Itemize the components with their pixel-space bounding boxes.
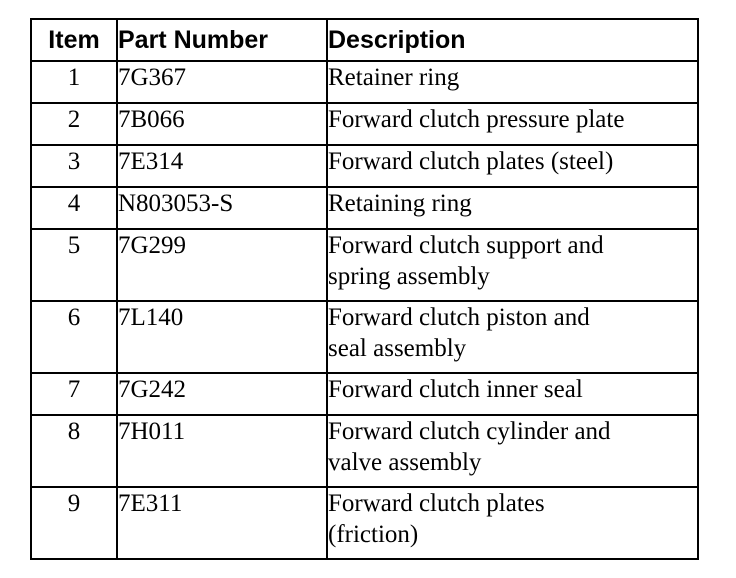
cell-description xyxy=(327,61,698,103)
description-line: Forward clutch piston and xyxy=(328,304,590,331)
cell-item: 2 xyxy=(31,103,117,145)
description-line: Forward clutch support and xyxy=(328,232,604,259)
cell-item: 4 xyxy=(31,187,117,229)
cell-part-number: 7H011 xyxy=(117,415,327,487)
table-row xyxy=(31,103,698,145)
header-part-number: Part Number xyxy=(117,19,327,61)
description-line: seal assembly xyxy=(328,335,467,362)
cell-part-number: 7B066 xyxy=(117,103,327,145)
cell-item: 9 xyxy=(31,487,117,559)
cell-description xyxy=(327,415,698,487)
cell-description xyxy=(327,145,698,187)
header-item: Item xyxy=(31,19,117,61)
cell-part-number: 7E311 xyxy=(117,487,327,559)
description-line: spring assembly xyxy=(328,263,490,290)
cell-item: 8 xyxy=(31,415,117,487)
table-row xyxy=(31,301,698,373)
description-line: valve assembly xyxy=(328,449,482,476)
cell-description xyxy=(327,103,698,145)
description-line: Forward clutch plates (steel) xyxy=(328,148,614,175)
table-row xyxy=(31,415,698,487)
cell-item: 6 xyxy=(31,301,117,373)
cell-part-number: 7G367 xyxy=(117,61,327,103)
cell-item: 5 xyxy=(31,229,117,301)
description-line: Forward clutch cylinder and xyxy=(328,418,611,445)
cell-description xyxy=(327,301,698,373)
header-description: Description xyxy=(327,19,698,61)
cell-description xyxy=(327,373,698,415)
description-line: Forward clutch pressure plate xyxy=(328,106,625,133)
table-row xyxy=(31,61,698,103)
description-line: Forward clutch inner seal xyxy=(328,376,583,403)
description-line: Retainer ring xyxy=(328,64,460,91)
cell-item: 3 xyxy=(31,145,117,187)
table-row xyxy=(31,487,698,559)
table-row xyxy=(31,373,698,415)
cell-part-number: 7E314 xyxy=(117,145,327,187)
cell-item: 1 xyxy=(31,61,117,103)
table-row xyxy=(31,229,698,301)
cell-description xyxy=(327,487,698,559)
cell-part-number: 7L140 xyxy=(117,301,327,373)
table-body xyxy=(31,61,698,559)
cell-item: 7 xyxy=(31,373,117,415)
description-line: (friction) xyxy=(328,521,419,548)
cell-part-number: 7G242 xyxy=(117,373,327,415)
table-row xyxy=(31,187,698,229)
description-line: Forward clutch plates xyxy=(328,490,545,517)
cell-part-number: 7G299 xyxy=(117,229,327,301)
table-row xyxy=(31,145,698,187)
parts-table xyxy=(30,18,699,560)
cell-description xyxy=(327,187,698,229)
description-line: Retaining ring xyxy=(328,190,472,217)
cell-description xyxy=(327,229,698,301)
cell-part-number: N803053-S xyxy=(117,187,327,229)
table-header-row xyxy=(31,19,698,61)
